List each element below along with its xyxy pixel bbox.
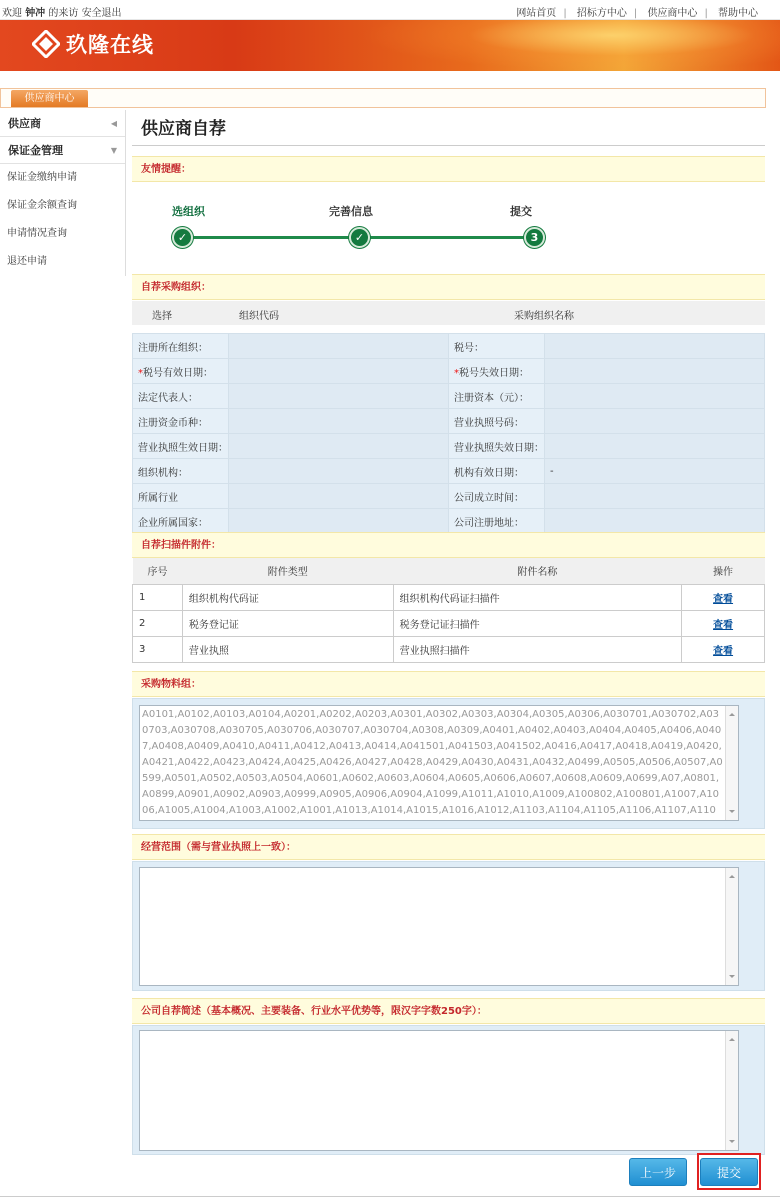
section-title: 经营范围（需与营业执照上一致）： bbox=[141, 842, 296, 853]
help-center-link[interactable]: 帮助中心 bbox=[718, 8, 758, 19]
field-value bbox=[229, 434, 449, 459]
field-value bbox=[229, 384, 449, 409]
tenderer-center-link[interactable]: 招标方中心 bbox=[576, 8, 627, 19]
brand-name: 玖隆在线 bbox=[66, 33, 154, 57]
field-label bbox=[448, 509, 544, 534]
attachment-type: 税务登记证 bbox=[182, 610, 393, 636]
field-value bbox=[229, 359, 449, 384]
table-row bbox=[133, 610, 765, 636]
field-label bbox=[448, 359, 544, 384]
field-label-text: 注册所在组织： bbox=[138, 342, 208, 354]
sidebar-item-balance-query[interactable]: 保证金余额查询 bbox=[7, 200, 77, 211]
supplier-center-link[interactable]: 供应商中心 bbox=[647, 8, 698, 19]
step-label-select-org: 选组织 bbox=[172, 205, 205, 218]
field-value bbox=[229, 459, 449, 484]
info-row bbox=[133, 384, 765, 409]
field-label-text: 企业所属国家： bbox=[138, 517, 208, 529]
scrollbar[interactable] bbox=[725, 868, 738, 985]
field-label-text: 组织机构： bbox=[138, 467, 188, 479]
materials-box bbox=[132, 698, 765, 829]
org-table-header bbox=[132, 301, 765, 325]
logo-mark-icon bbox=[32, 30, 60, 58]
field-label bbox=[133, 384, 229, 409]
field-label bbox=[133, 359, 229, 384]
table-row bbox=[133, 584, 765, 610]
scrollbar[interactable] bbox=[725, 706, 738, 820]
info-row bbox=[133, 334, 765, 359]
brand-logo[interactable] bbox=[32, 29, 154, 59]
step-number-badge: 3 bbox=[524, 227, 545, 248]
materials-textarea[interactable] bbox=[139, 705, 739, 821]
field-label bbox=[133, 509, 229, 534]
field-value bbox=[544, 434, 764, 459]
check-icon: ✓ bbox=[349, 227, 370, 248]
field-label bbox=[448, 334, 544, 359]
chevron-left-icon: ◀ bbox=[110, 118, 117, 128]
top-bar bbox=[0, 0, 780, 20]
column-header: 附件类型 bbox=[182, 558, 393, 584]
section-title: 采购物料组： bbox=[141, 679, 201, 690]
column-header: 附件名称 bbox=[393, 558, 682, 584]
section-header-org bbox=[132, 274, 765, 300]
prev-step-button[interactable]: 上一步 bbox=[629, 1158, 687, 1186]
header-banner bbox=[0, 20, 780, 71]
field-label bbox=[133, 334, 229, 359]
welcome-prefix: 欢迎 bbox=[2, 8, 22, 19]
field-label bbox=[133, 434, 229, 459]
sidebar bbox=[0, 110, 126, 276]
column-header: 组织代码 bbox=[239, 311, 279, 322]
column-header: 序号 bbox=[133, 558, 183, 584]
attachment-name: 营业执照扫描件 bbox=[393, 636, 682, 662]
section-header-scope bbox=[132, 834, 765, 860]
sidebar-section-label: 保证金管理 bbox=[8, 144, 63, 157]
column-header: 操作 bbox=[682, 558, 765, 584]
step-connector bbox=[360, 236, 536, 239]
field-label bbox=[133, 459, 229, 484]
attachment-name: 税务登记证扫描件 bbox=[393, 610, 682, 636]
field-value bbox=[229, 509, 449, 534]
field-label-text: 法定代表人： bbox=[138, 392, 198, 404]
company-description-textarea[interactable] bbox=[139, 1030, 739, 1151]
field-label bbox=[448, 459, 544, 484]
notice-label: 友情提醒： bbox=[141, 164, 191, 175]
description-box bbox=[132, 1025, 765, 1155]
field-value bbox=[544, 484, 764, 509]
field-label-text: 公司成立时间： bbox=[453, 492, 524, 504]
sidebar-section-deposit[interactable] bbox=[0, 137, 125, 164]
section-title: 自荐扫描件附件： bbox=[141, 540, 221, 551]
business-scope-textarea[interactable] bbox=[139, 867, 739, 986]
field-label-text: 营业执照失效日期： bbox=[453, 442, 544, 454]
tab-supplier-center[interactable]: 供应商中心 bbox=[11, 90, 88, 107]
step-label-complete-info: 完善信息 bbox=[329, 205, 373, 218]
check-icon: ✓ bbox=[172, 227, 193, 248]
attachment-name: 组织机构代码证扫描件 bbox=[393, 584, 682, 610]
field-value bbox=[544, 509, 764, 534]
field-label-text: 营业执照号码： bbox=[453, 417, 524, 429]
section-title: 自荐采购组织： bbox=[141, 282, 211, 293]
field-label-text: 营业执照生效日期： bbox=[138, 442, 228, 454]
field-label-text: 税号失效日期： bbox=[458, 367, 529, 379]
view-attachment-link[interactable]: 查看 bbox=[713, 619, 734, 631]
field-label-text: 注册资金币种： bbox=[138, 417, 208, 429]
attachment-action-cell bbox=[682, 584, 765, 610]
field-label-text: 机构有效日期： bbox=[453, 467, 524, 479]
main-content bbox=[132, 110, 765, 1017]
attachment-no: 2 bbox=[133, 610, 183, 636]
info-row bbox=[133, 434, 765, 459]
info-row bbox=[133, 459, 765, 484]
field-value bbox=[229, 409, 449, 434]
info-row bbox=[133, 409, 765, 434]
scope-box bbox=[132, 861, 765, 991]
step-label-submit: 提交 bbox=[510, 205, 532, 218]
info-row bbox=[133, 484, 765, 509]
attachments-table bbox=[132, 558, 765, 663]
field-label bbox=[448, 384, 544, 409]
field-label-text: 所属行业 bbox=[138, 492, 178, 504]
column-header: 采购组织名称 bbox=[514, 311, 574, 322]
sidebar-item-application-status[interactable]: 申请情况查询 bbox=[7, 228, 67, 239]
attachment-no: 3 bbox=[133, 636, 183, 662]
field-value bbox=[544, 409, 764, 434]
field-label bbox=[133, 484, 229, 509]
view-attachment-link[interactable]: 查看 bbox=[713, 593, 734, 605]
attachment-action-cell bbox=[682, 636, 765, 662]
sidebar-section-label: 供应商 bbox=[8, 117, 41, 130]
attachment-type: 组织机构代码证 bbox=[182, 584, 393, 610]
nav-strip bbox=[0, 88, 766, 108]
attachment-no: 1 bbox=[133, 584, 183, 610]
section-header-attachments bbox=[132, 532, 765, 558]
field-label bbox=[448, 484, 544, 509]
field-value bbox=[229, 334, 449, 359]
section-title: 公司自荐简述（基本概况、主要装备、行业水平优势等，限汉字字数250字）： bbox=[141, 1006, 487, 1017]
field-label-text: 税号： bbox=[453, 342, 484, 354]
step-connector bbox=[182, 236, 360, 239]
field-value bbox=[544, 334, 764, 359]
column-header: 选择 bbox=[152, 311, 172, 322]
page-title: 供应商自荐 bbox=[132, 110, 765, 146]
welcome-suffix: 的来访 bbox=[48, 8, 79, 19]
view-attachment-link[interactable]: 查看 bbox=[713, 645, 734, 657]
field-label-text: 注册资本（元）： bbox=[453, 392, 529, 404]
required-marker: * bbox=[138, 367, 143, 379]
table-row bbox=[133, 636, 765, 662]
logout-link[interactable]: 安全退出 bbox=[81, 8, 122, 19]
info-row bbox=[133, 509, 765, 534]
field-label bbox=[448, 434, 544, 459]
home-link[interactable]: 网站首页 bbox=[516, 8, 557, 19]
materials-value: A0101,A0102,A0103,A0104,A0201,A0202,A0203,A0301,A0302,A0303,A0304,A0305,A0306,A030701,A030702,A030703,A030708,A030705,A030706,A030707,A030704,A0308,A0309,A0401,A0402,A0403,A0404,A0405,A0406,A0407,A0408,A0409,A0410,A0411,A0412,A0413,A0414,A041501,A041503,A041502,A0416,A0417,A0418,A0419,A0420,A0421,A0422,A0423,A0424,A0425,A0426,A0427,A0428,A0429,A0430,A0431,A0432,A0499,A0505,A0506,A0507,A0599,A0501,A0502,A0503,A0504,A0601,A0602,A0603,A0604,A0605,A0606,A0607,A0608,A0609,A0699,A07,A0801,A0899,A0901,A0902,A0903,A0999,A0905,A0906,A0904,A1099,A1011,A1010,A1009,A100802,A100801,A1007,A1006,A1005,A1004,A1003,A1002,A1001,A1013,A1014,A1015,A1016,A1012,A1103,A1104,A1105,A1106,A1107,A110 bbox=[142, 709, 723, 816]
field-value: - bbox=[544, 459, 764, 484]
section-header-materials bbox=[132, 671, 765, 697]
company-info-table bbox=[132, 333, 765, 534]
field-value bbox=[229, 484, 449, 509]
field-label bbox=[448, 409, 544, 434]
required-marker: * bbox=[453, 367, 459, 379]
username: 钟冲 bbox=[25, 8, 46, 19]
info-row bbox=[133, 359, 765, 384]
chevron-down-icon: ▼ bbox=[110, 145, 117, 155]
section-header-description bbox=[132, 998, 765, 1024]
sidebar-item-deposit-apply[interactable]: 保证金缴纳申请 bbox=[7, 172, 77, 183]
sidebar-section-supplier[interactable] bbox=[0, 110, 125, 137]
top-links: 网站首页 | 招标方中心 | 供应商中心 | 帮助中心 bbox=[516, 8, 758, 19]
progress-steps bbox=[132, 198, 765, 258]
field-label-text: 公司注册地址： bbox=[453, 517, 524, 529]
scrollbar[interactable] bbox=[725, 1031, 738, 1150]
attachment-action-cell bbox=[682, 610, 765, 636]
sidebar-item-refund-apply[interactable]: 退还申请 bbox=[7, 256, 47, 267]
field-value bbox=[544, 359, 764, 384]
field-value bbox=[544, 384, 764, 409]
attachment-type: 营业执照 bbox=[182, 636, 393, 662]
welcome-text bbox=[2, 4, 122, 19]
notice-bar bbox=[132, 156, 765, 182]
field-label-text: 税号有效日期： bbox=[143, 367, 213, 379]
submit-button[interactable]: 提交 bbox=[700, 1158, 758, 1186]
field-label bbox=[133, 409, 229, 434]
